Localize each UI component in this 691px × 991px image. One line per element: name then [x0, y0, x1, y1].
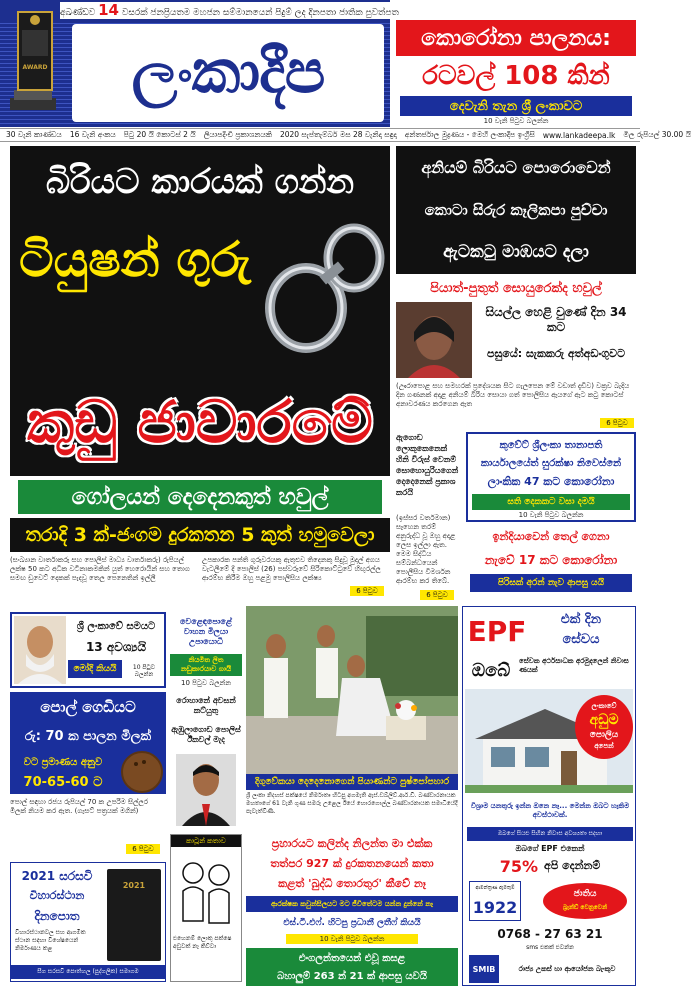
prahara-story [246, 834, 458, 948]
hotline-number[interactable]: 1922 [472, 897, 518, 917]
right-story [396, 146, 636, 428]
epf-one-day: එක් දින [560, 611, 602, 627]
ceremony-photo [246, 606, 458, 774]
diary-line3: දිනපොත [34, 908, 80, 923]
corona-line1: කොරෝනා පාලනය: [396, 20, 636, 56]
portrait-icon [176, 754, 236, 826]
right-line2: කොටා සිරුර කෑලිකපා පුච්චා [424, 201, 608, 219]
ceremony-image [246, 606, 458, 774]
lead-subhead2: තරාදි 3 ක්-ජංගම දුරකතන 5 කුත් හමුවෙලා [10, 518, 390, 552]
modi-line1: ශ්‍රී ලංකාවේ සමයට [76, 620, 156, 632]
coconut-ref: 6 පිටුව [126, 844, 160, 854]
corona-ref: 10 වැනි පිටුව බලන්න [483, 116, 549, 125]
gohawa-line1: රොහානේ අවසන් කට්යුතු [176, 696, 236, 715]
diary-line1: 2021 සරසවි [21, 868, 93, 883]
smib-logo: SMIB [469, 955, 499, 983]
epf-logo: EPF [467, 614, 527, 648]
lead-body-left: (සංඛ්‍යාන වාර්තාකරු සහ පොලිස් මාධ්‍ය වාර්තාකරු) රුපියල් ලක්ෂ 50 කට අධික වටිනාකමකින් යුත් හෙරොයින් සහ තොග සමඟ ඩුවෙට් දෙකක් පැදවූ තෙල පෙනෙතින් ඉල්ලී [10, 556, 190, 582]
woman-photo [396, 302, 472, 378]
kuwait-line3: ලාංකික 47 කට කොරෝනා [487, 475, 615, 488]
epf-share-text: අපි දෙන්නම් [544, 859, 601, 872]
epf-ad-text2: ඔබගේ සියළු සිහින නිවාස අවශ්‍යතා සදහා [467, 827, 633, 841]
right-sub2: සියල්ල හෙළි වුණේ දින 34 කට [485, 305, 627, 334]
masthead [0, 0, 399, 127]
epf-ad-text: විශ්‍රාම යනතුරු ඉන්න ඔනෙ නෑ... මෙන්න ඔබට හැකිම අවස්ථාවක්. [470, 802, 630, 819]
award-label: AWARD [22, 63, 48, 71]
lead-story [10, 146, 390, 582]
india-line1: ඉන්දියාවෙන් තෙල් ගෙනා [492, 530, 610, 543]
modi-box [10, 612, 166, 688]
coconut-box [10, 692, 166, 858]
badge-line1: ලංකාවේ [591, 701, 617, 710]
phone-number[interactable]: 0768 - 27 63 21 [497, 927, 603, 941]
epf-share-pct: 75% [499, 856, 539, 876]
prahara-line4: ආරක්ෂක කවුන්සිලයට මට ජීවිතේටම යන්න දුන්නේ නෑ [246, 896, 458, 912]
coconut-icon [120, 750, 164, 794]
prahara-ref: 10 වැනි පිටුව බලන්න [286, 934, 418, 944]
portrait-icon [396, 302, 472, 378]
modi-photo [14, 616, 66, 684]
epf-ad [462, 606, 636, 986]
gohawa-line2: ඇඹුලාගොඩ පොලිස් ඊ්කවල් මැද [171, 725, 241, 744]
lead-line3: කුඩු ජාවාරමේ [27, 387, 373, 456]
handcuffs-image [254, 216, 390, 366]
coconut-image [120, 750, 164, 794]
coconut-body: පොල් සඳහා රජය රුපියල් 70 ක උපරිම සිල්ලර මිලක් නියම කර ඇත. (ගැසට් පත්‍රයක් මගින්) [10, 798, 148, 815]
epf-share [467, 855, 633, 877]
hotline-label: ආමන්ත්‍රණ ඇමතුම් [475, 885, 515, 891]
small-col-ref: 6 පිටුව [420, 590, 454, 600]
right-line1: අනියම් බිරියට පොරොවෙන් [421, 158, 611, 177]
website[interactable]: www.lankadeepa.lk [542, 130, 616, 140]
modi-line2: 13 අවශ්‍යයි [85, 639, 147, 654]
waste-story [246, 948, 458, 986]
issue: 16 වැනි අංකය [69, 130, 116, 139]
lead-ref: 6 පිටුව [350, 586, 384, 596]
small-column [396, 432, 460, 600]
right-ref: 6 පිටුව [600, 418, 634, 428]
portrait-icon [14, 616, 66, 684]
welikada-sub: නියමිත ලිත නඩුකාරයාව ගායි [170, 654, 242, 676]
hotline-box [469, 881, 521, 921]
pages: පිටු 20 යි කොටස් 2 යි [123, 130, 196, 139]
photo-story [246, 606, 458, 832]
right-line3: ඇටකටු මාඹයට දලා [443, 242, 589, 262]
waste-line1: එංගලන්තයෙන් එවූ කසළ [298, 952, 406, 964]
prahara-line2: තත්පර 927 ක් දුරකතනයෙන් කතා [270, 857, 434, 870]
prahara-line5: එස්.ටී.එෆ්. හිටපු ප්‍රධානී ලතීෆ් කියයි [283, 918, 421, 928]
diary-line2: විහාරස්ථාන [29, 889, 85, 902]
masthead-title: ලංකාදීප [131, 37, 325, 107]
cartoon-text: එහෙනම් ලොකු පක්ෂෙ අඩුවක් නෑ කිව්වා [173, 935, 232, 950]
lead-subhead1: ගෝලයන් දෙදෙනකුත් හවුල් [18, 480, 382, 514]
diary-publisher: සීග සරසවි පොත්හල (පුද්ගලික) සමාගම [11, 965, 165, 979]
bank-name: රාජ්‍ය උකස් හා ආයෝජන බැංකුව [518, 964, 616, 973]
badge-line2: අඩුම [589, 712, 619, 728]
modi-ref: 10 පිටුව බලන්න [132, 664, 156, 678]
welikada-ref: 10 පිටුව බලන්න [181, 678, 231, 687]
volume: 30 වැනි කාණ්ඩය [6, 130, 62, 139]
phone-sub: sms එකක් එවන්න [526, 944, 574, 951]
photo-caption: දිගුවේකයා දෙදෙනොගෙන් පියාණන්ට පුෂ්පෝපහාර [246, 774, 458, 790]
epf-share-label: ඔබගේ EPF එකෙන් [515, 844, 585, 853]
modi-line3: මෝදි කියයි [68, 660, 122, 678]
gohawa-box [170, 692, 242, 830]
badge-line4: අපෙන් [594, 741, 614, 750]
kuwait-story [466, 432, 636, 522]
kuwait-sub: සති දෙකකට වසා දමයි [472, 494, 630, 510]
lead-line2: ටියුෂන් ගුරු [19, 231, 251, 288]
coconut-line2: රු: 70 ක පාලන මිලක් [24, 728, 152, 744]
welikada-box [170, 612, 242, 688]
tagline-prefix: අඛණ්ඩව [60, 8, 96, 18]
coconut-line1: පොල් ගෙඩියට [40, 698, 136, 716]
right-body: (ඌරාපොළ සහ සමහරක් ප්‍රදේශයක සිට ගැලපෙන මේ වඩාත් දැඩිව) වක්‍රව බැදිය දින ගණනක් අදාළ අනියම් බිරිය සොයා ගත් පොලිසිය ඇයගේ ඇට කටු කොටස් අනාවරණය කරගෙන ඇත [396, 382, 630, 408]
diary-book [107, 869, 161, 961]
badge-line3: පොලිය [589, 730, 619, 740]
national-line1: ජාතිය [573, 889, 597, 899]
masthead-tagline [60, 1, 399, 19]
epf-obe: ඔබේ [471, 659, 511, 681]
small-col-headline: ඇගොඩ ලොකුකෙනෙක් හිනි වීරුස් වෙනම් සොහොයුරියගෙන් දෙදෙනෙක් ප්‍රකාශ කරයි [396, 433, 459, 497]
photo-body: ශ්‍රී ලංකා නිදහස් පක්ෂයේ නිර්මාතෘ හිටපු අගමැති ඇස්.ඩබ්ලිව්.ආර්.ඩී. බණ්ඩාරනායක මහතාගේ 61 වැනි ගුණ සමරු උළෙල ඊයේ හොරගොල්ල බණ්ඩාරනායක සමාධියේදී පැවැත්විණි. [246, 792, 458, 815]
cartoon-label: කාටූන් කතාව [171, 835, 241, 847]
corona-line2: රටවල් 108 කින් [422, 60, 610, 91]
cartoon-box [170, 834, 242, 982]
trophy-icon [4, 6, 62, 114]
registration: ලියාපදිංචි ප්‍රකාශනයකි [203, 130, 272, 139]
coconut-prices: 70-65-60 ට [23, 774, 103, 790]
lead-body-right: උපකාරක පන්ති ගුරුවරයකු ඇතුළුව තිදෙනකු සිදුවූ මුදල් අගය වැටලීමේ දී පොලිස් (26) පස්වරුවේ සිරිකොට්ටුවේ හිඟුරල්ල ආරම්භ කිරීම ඔහු පළමු පොලිසිය ලක්ෂ්‍ය [202, 556, 381, 582]
tagline-text: වසරක් ජනප්‍රියතම මහජන සම්මානයෙන් පිදුම් ලද දිනපතා ජාතික පුවත්පත [121, 8, 399, 18]
kuwait-line1: කුවේට් ශ්‍රීලංකා තානාපති [499, 439, 603, 451]
date: 2020 සැප්තැම්බර් මස 28 වැනිදා සඳුදා [279, 130, 397, 139]
india-story [466, 526, 636, 600]
india-line2: නැවේ 17 කට කොරෝනා [484, 552, 618, 567]
india-sub: පිරිසක් අරන් නැව ආපසු යයි [470, 574, 632, 592]
epf-desc: සේවක අර්ථසාධක අරමුදලෙන් නිවාස ණයක් [519, 657, 629, 674]
national-line2: බ්‍රැන්ඩ් වෙනුවෙන් [563, 904, 607, 911]
coconut-line3: වට ප්‍රමාණය අනුව [23, 756, 103, 768]
diary-ad [10, 862, 166, 982]
diary-desc: විහාරස්ථානවල සහ ආගමික ස්ථාන සඳහා විශේෂයෙන් නිර්මාණය කළ [15, 929, 86, 952]
handcuffs-icon [254, 216, 390, 366]
award-trophy [4, 6, 62, 114]
epf-service: සේවය [562, 631, 600, 647]
web-label: අන්තර්ජාල මුද්‍රණය - මෙහි ලංකාදීප ඉංග්‍රීසි [404, 130, 535, 139]
tagline-number: 14 [98, 1, 119, 19]
waste-line2: බහාලුම් 263 න් 21 ක් ආපසු යවයි [277, 970, 427, 982]
corona-box [396, 20, 636, 124]
kuwait-ref: 10 වැනි පිටුව බලන්න [518, 510, 584, 519]
welikada-head: වෙළෙඳපොළේ වාහන මිලයා උපායොධී [180, 617, 232, 646]
man-photo [176, 754, 236, 826]
diary-book-year: 2021 [122, 880, 146, 890]
cartoon-drawing [175, 851, 237, 931]
prahara-line3: කළත් 'බුද්ධි තොරතුර' කීවේ නෑ [278, 877, 426, 890]
lead-line1: බිරියට කාරයක් ගන්න [45, 162, 355, 202]
kuwait-line2: කාර්යාලයේත් සුරක්ෂා නිවෙස්නේ [480, 457, 622, 469]
corona-line3: දෙවැනි තැන ශ්‍රී ලංකාවට [400, 96, 632, 116]
right-sub1: පියාත්-පුතුත් සොයුරෙක්ද හවුල් [430, 280, 602, 296]
small-col-body: (ඉස්සර වර්තමාන) සෑහෙන තරම් අනුරුද්ධ වූ ඔහු අදාළ ලෙස ඉල්ලා ඇත. මෙම සිද්ධිය සම්බන්ධයෙන් පොලීසිය විමර්ශන ආරම්භ කර තිබේ. [396, 514, 456, 585]
right-sub3: පසුයේ: සැකකරු අත්අඩංගුවට [487, 347, 625, 360]
price: මිල රුපියල් 30.00 යි [623, 130, 691, 139]
prahara-line1: ප්‍රහාරයට කලින්ද නිලන්ත මා එක්ක [271, 837, 433, 850]
info-strip [0, 128, 691, 142]
